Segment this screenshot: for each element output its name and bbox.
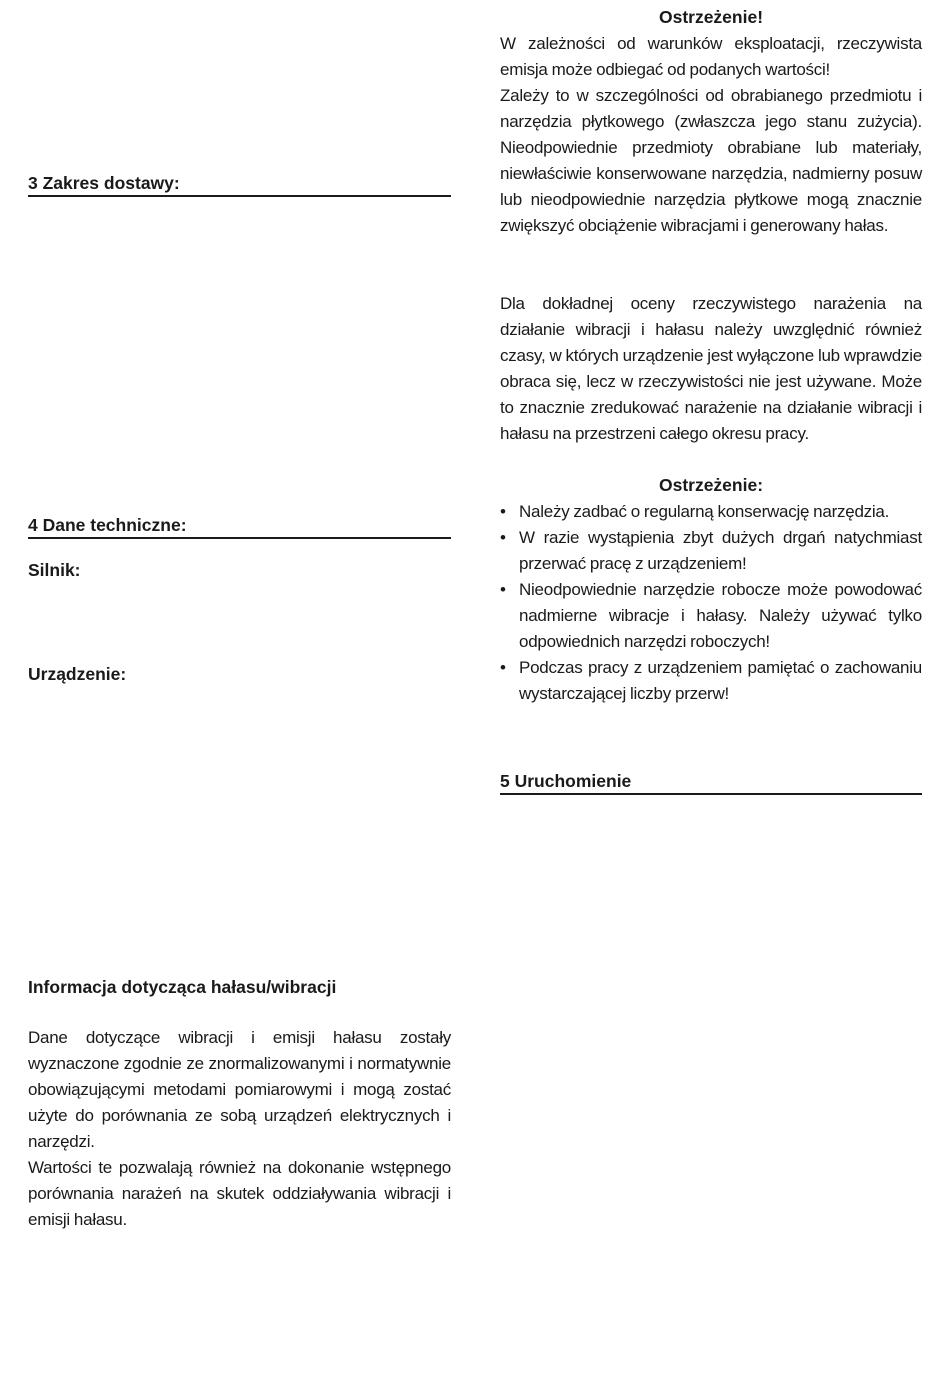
section-3-heading: 3 Zakres dostawy: [28,172,451,197]
warning-paragraph-1: W zależności od warunków eksploatacji, rzeczywista emisja może odbiegać od podanych wartości! [500,34,922,79]
warning-title-1: Ostrzeżenie! [658,7,764,27]
list-item [500,577,922,655]
noise-paragraph-2: Wartości te pozwalają również na dokonanie wstępnego porównania narażeń na skutek oddziaływania wibracji i emisji hałasu. [28,1158,451,1229]
list-item-text: Nieodpowiednie narzędzie robocze może powodować nadmierne wibracje i hałasy. Należy używać tylko odpowiednich narzędzi roboczych! [519,580,922,651]
list-item [500,525,922,577]
bullet-icon: • [500,658,506,677]
list-item [500,655,922,707]
list-item-text: Podczas pracy z urządzeniem pamiętać o zachowaniu wystarczającej liczby przerw! [519,658,922,703]
warning-bullet-list [500,499,922,707]
section-5-heading: 5 Uruchomienie [500,770,922,795]
device-label: Urządzenie: [28,664,127,684]
warning-title-2: Ostrzeżenie: [658,475,764,495]
bullet-icon: • [500,528,506,547]
warning-paragraph-3: Dla dokładnej oceny rzeczywistego narażenia na działanie wibracji i hałasu należy uwzględnić również czasy, w których urządzenie jest wyłączone lub wprawdzie obraca się, lecz w rzeczywistości nie jest używane. Może to znacznie zredukować narażenie na działanie wibracji i hałasu na przestrzeni całego okresu pracy. [500,294,922,443]
list-item-text: W razie wystąpienia zbyt dużych drgań natychmiast przerwać pracę z urządzeniem! [519,528,922,573]
warning-paragraph-2: Zależy to w szczególności od obrabianego przedmiotu i narzędzia płytkowego (zwłaszcza jego stanu zużycia). Nieodpowiednie przedmioty obrabiane lub materiały, niewłaściwie konserwowane narzędzia, nadmierny posuw lub nieodpowiednie narzędzia płytkowe mogą znacznie zwiększyć obciążenie wibracjami i generowany hałas. [500,86,922,235]
list-item [500,499,922,525]
motor-label: Silnik: [28,560,81,580]
noise-vibration-heading: Informacja dotycząca hałasu/wibracji [28,977,337,997]
list-item-text: Należy zadbać o regularną konserwację narzędzia. [519,502,890,521]
bullet-icon: • [500,580,506,599]
bullet-icon: • [500,502,506,521]
section-4-heading: 4 Dane techniczne: [28,514,451,539]
noise-paragraph-1: Dane dotyczące wibracji i emisji hałasu zostały wyznaczone zgodnie ze znormalizowanymi i normatywnie obowiązującymi metodami pomiarowymi i mogą zostać użyte do porównania ze sobą urządzeń elektrycznych i narzędzi. [28,1028,451,1151]
